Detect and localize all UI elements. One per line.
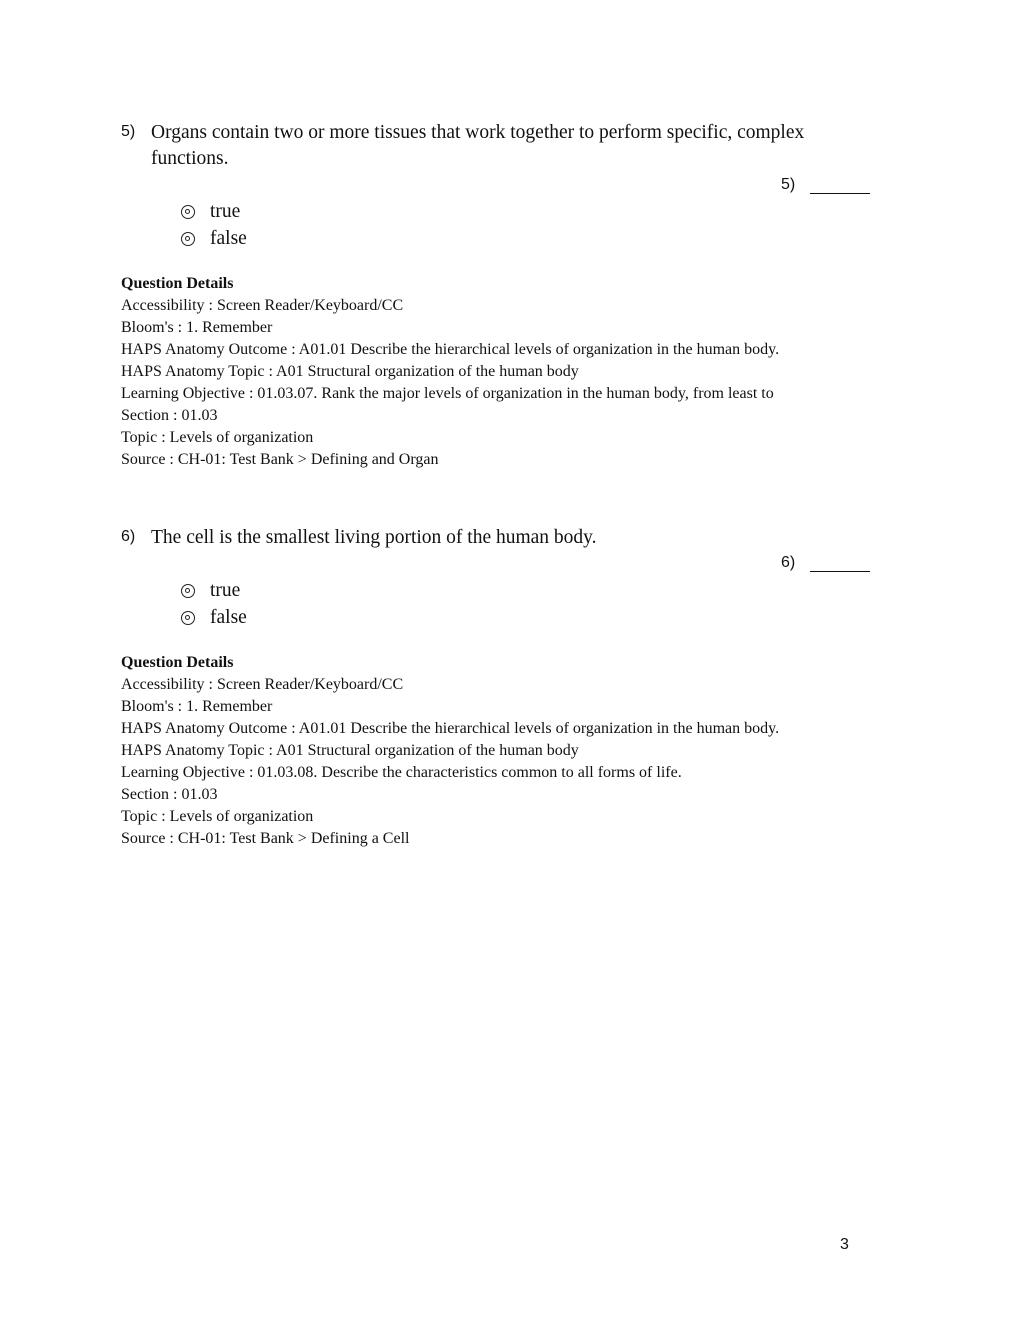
detail-blooms: Bloom's : 1. Remember xyxy=(121,698,273,715)
radio-icon[interactable] xyxy=(181,584,195,598)
page-number: 3 xyxy=(840,1236,849,1253)
detail-topic: Topic : Levels of organization xyxy=(121,429,314,446)
option-false[interactable] xyxy=(181,604,247,631)
radio-icon[interactable] xyxy=(181,205,195,219)
details-heading: Question Details xyxy=(121,275,234,292)
detail-learning-objective: Learning Objective : 01.03.07. Rank the major levels of organization in the human body, from least to xyxy=(121,385,774,402)
detail-source: Source : CH-01: Test Bank > Defining a Cell xyxy=(121,830,410,847)
radio-icon[interactable] xyxy=(181,611,195,625)
option-false[interactable] xyxy=(181,225,247,252)
question-number: 5) xyxy=(121,123,136,140)
detail-haps-topic: HAPS Anatomy Topic : A01 Structural organization of the human body xyxy=(121,363,579,380)
detail-accessibility: Accessibility : Screen Reader/Keyboard/CC xyxy=(121,297,404,314)
answer-label: 5) xyxy=(781,176,796,193)
details-heading: Question Details xyxy=(121,654,234,671)
answer-blank xyxy=(781,176,870,194)
detail-blooms: Bloom's : 1. Remember xyxy=(121,319,273,336)
detail-source: Source : CH-01: Test Bank > Defining and Organ xyxy=(121,451,439,468)
option-true[interactable] xyxy=(181,577,247,604)
detail-haps-topic: HAPS Anatomy Topic : A01 Structural organization of the human body xyxy=(121,742,579,759)
question-text: The cell is the smallest living portion of the human body. xyxy=(151,527,597,548)
answer-label: 6) xyxy=(781,554,796,571)
detail-learning-objective: Learning Objective : 01.03.08. Describe the characteristics common to all forms of life. xyxy=(121,764,682,781)
detail-topic: Topic : Levels of organization xyxy=(121,808,314,825)
detail-haps-outcome: HAPS Anatomy Outcome : A01.01 Describe the hierarchical levels of organization in the human body. xyxy=(121,341,780,358)
answer-options xyxy=(181,577,247,631)
question-number: 6) xyxy=(121,528,136,545)
question-details xyxy=(121,652,779,850)
answer-line[interactable] xyxy=(810,557,870,572)
option-label: true xyxy=(210,200,241,222)
answer-line[interactable] xyxy=(810,179,870,194)
detail-section: Section : 01.03 xyxy=(121,786,218,803)
question-details xyxy=(121,273,779,471)
detail-accessibility: Accessibility : Screen Reader/Keyboard/CC xyxy=(121,676,404,693)
answer-options xyxy=(181,198,247,252)
detail-section: Section : 01.03 xyxy=(121,407,218,424)
radio-icon[interactable] xyxy=(181,232,195,246)
detail-haps-outcome: HAPS Anatomy Outcome : A01.01 Describe the hierarchical levels of organization in the human body. xyxy=(121,720,780,737)
answer-blank xyxy=(781,554,870,572)
option-label: false xyxy=(210,227,247,249)
option-label: false xyxy=(210,606,247,628)
option-label: true xyxy=(210,579,241,601)
option-true[interactable] xyxy=(181,198,247,225)
question-text: Organs contain two or more tissues that work together to perform specific, complex functions. xyxy=(151,122,805,169)
